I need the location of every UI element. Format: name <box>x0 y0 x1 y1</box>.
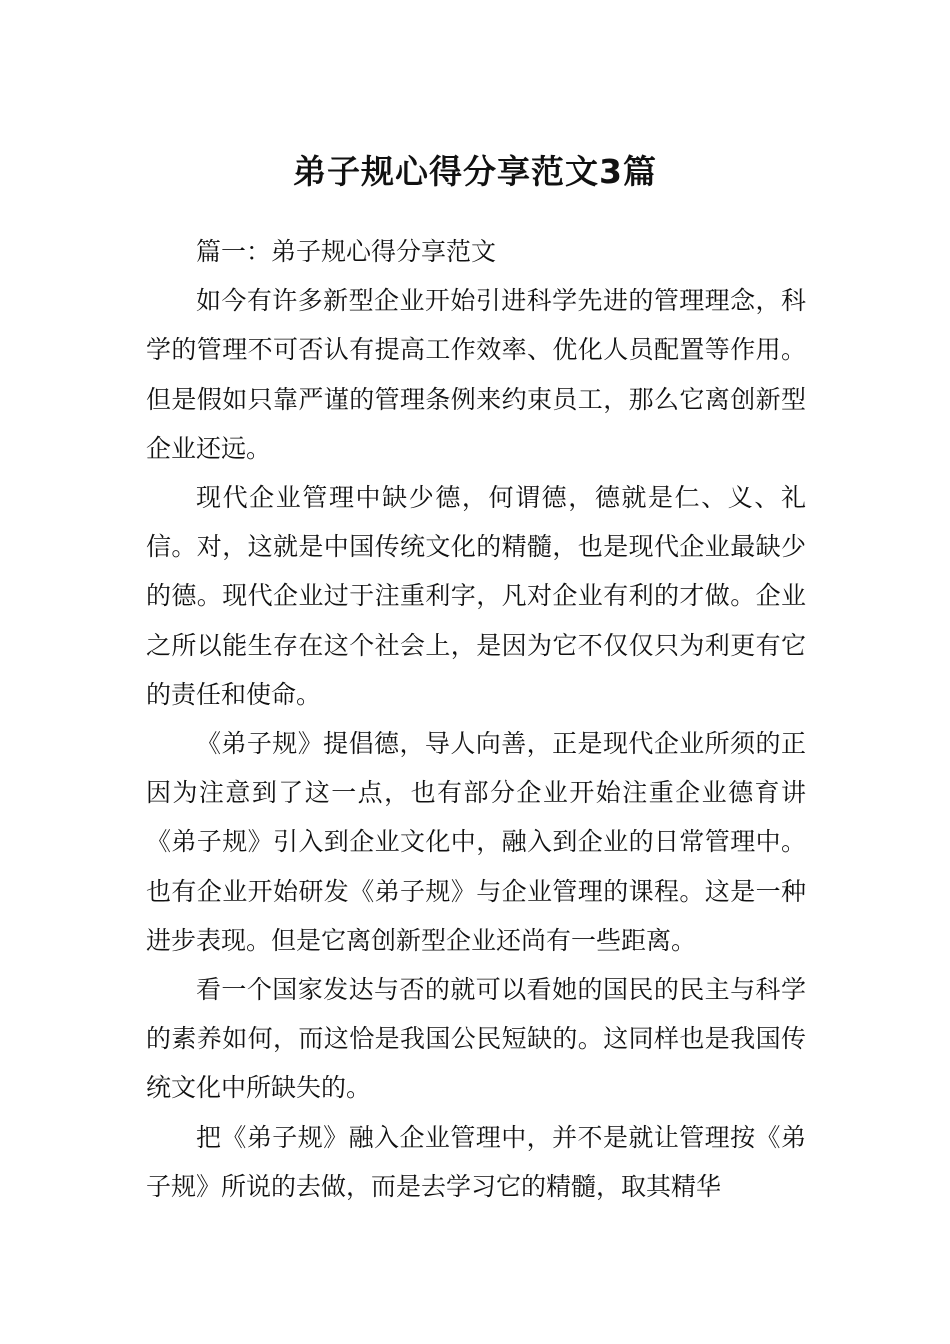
paragraph-2: 现代企业管理中缺少德，何谓德，德就是仁、义、礼信。对，这就是中国传统文化的精髓，也是现代企业最缺少的德。现代企业过于注重利字，凡对企业有利的才做。企业之所以能生存在这个社会上，是因为它不仅仅只为利更有它的责任和使命。 <box>146 483 806 709</box>
section-heading: 篇一：弟子规心得分享范文 <box>196 237 497 266</box>
document-body <box>146 227 806 1211</box>
paragraph-3: 《弟子规》提倡德，导人向善，正是现代企业所须的正因为注意到了这一点，也有部分企业开始注重企业德育讲《弟子规》引入到企业文化中，融入到企业的日常管理中。也有企业开始研发《弟子规》与企业管理的课程。这是一种进步表现。但是它离创新型企业还尚有一些距离。 <box>146 729 806 955</box>
paragraph-4: 看一个国家发达与否的就可以看她的国民的民主与科学的素养如何，而这恰是我国公民短缺的。这同样也是我国传统文化中所缺失的。 <box>146 975 806 1103</box>
document-title: 弟子规心得分享范文3篇 <box>293 152 657 192</box>
paragraph-1: 如今有许多新型企业开始引进科学先进的管理理念，科学的管理不可否认有提高工作效率、优化人员配置等作用。但是假如只靠严谨的管理条例来约束员工，那么它离创新型企业还远。 <box>146 286 806 463</box>
paragraph-5: 把《弟子规》融入企业管理中，并不是就让管理按《弟子规》所说的去做，而是去学习它的精髓，取其精华 <box>146 1122 806 1201</box>
